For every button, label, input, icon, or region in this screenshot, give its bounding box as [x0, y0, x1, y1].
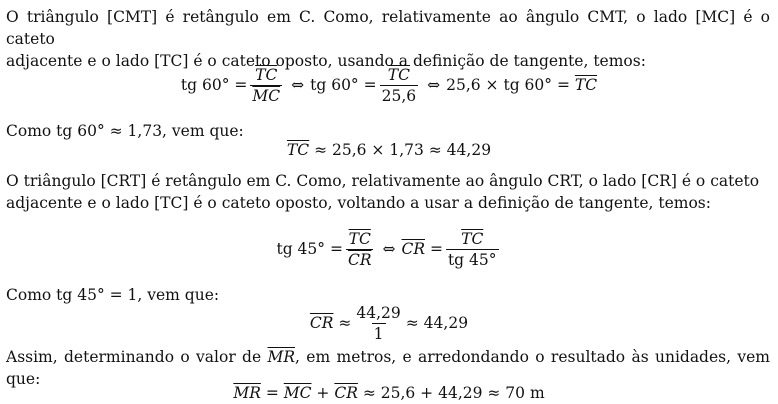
fraction-denominator: 1	[373, 324, 384, 343]
fraction-numerator: $\overline{TC}$	[255, 65, 278, 84]
variable-tc: $\overline{TC}$	[574, 76, 598, 94]
fraction-numerator: 44,29	[356, 303, 401, 322]
paragraph-text: Assim, determinando o valor de	[6, 348, 262, 366]
variable-mr: $\overline{MR}$	[267, 348, 296, 366]
fraction-numerator: $\overline{TC}$	[461, 229, 484, 248]
variable-cr: $\overline{CR}$	[309, 314, 334, 332]
equation-cr-value	[0, 300, 778, 346]
eq-text: 25,6 × tg 60° =	[446, 76, 570, 94]
fraction-numerator: $\overline{TC}$	[387, 65, 410, 84]
fraction-tc-tg45	[446, 230, 499, 269]
eq-text: +	[316, 384, 330, 402]
eq-text: ≈ 44,29	[405, 314, 469, 332]
paragraph-line: adjacente e o lado [TC] é o cateto oposto, usando a definição de tangente, temos:	[6, 52, 646, 70]
fraction-denominator: MC	[252, 86, 281, 105]
eq-text: =	[429, 240, 443, 258]
eq-text: tg 45° =	[276, 240, 343, 258]
iff-symbol: ⇔	[382, 240, 396, 258]
iff-symbol: ⇔	[291, 76, 305, 94]
iff-symbol: ⇔	[427, 76, 441, 94]
variable-cr: $\overline{CR}$	[334, 384, 358, 402]
paragraph-line: O triângulo [CMT] é retângulo em C. Como, relativamente ao ângulo CMT, o lado [MC] é o cateto	[6, 8, 770, 48]
variable-mc: $\overline{MC}$	[283, 384, 312, 402]
fraction-tc-25-6	[380, 66, 419, 105]
fraction-denominator: 25,6	[381, 86, 417, 105]
eq-text: tg 60° =	[310, 76, 377, 94]
fraction-denominator: CR	[347, 250, 372, 269]
equation-tangent-60	[0, 62, 778, 108]
variable-tc: $\overline{TC}$	[286, 141, 310, 159]
paragraph-tg45-value: Como tg 45° = 1, vem que:	[6, 286, 220, 304]
variable-cr: $\overline{CR}$	[401, 240, 426, 258]
paragraph-triangle-crt	[6, 170, 770, 214]
eq-text: ≈	[338, 314, 352, 332]
fraction-denominator: tg 45°	[447, 250, 497, 269]
variable-mr: $\overline{MR}$	[233, 384, 261, 402]
fraction-numerator: $\overline{TC}$	[348, 229, 371, 248]
fraction-tc-mc	[250, 66, 282, 105]
eq-text: ≈ 25,6 + 44,29 ≈ 70 m	[362, 384, 545, 402]
paragraph-text: , em metros, e arredondando o resultado às unidades, vem que:	[6, 348, 770, 388]
paragraph-tg60-value: Como tg 60° ≈ 1,73, vem que:	[6, 122, 244, 140]
fraction-44-29-over-1	[354, 304, 402, 343]
paragraph-line: O triângulo [CRT] é retângulo em C. Como, relativamente ao ângulo CRT, o lado [CR] é o cateto	[6, 172, 760, 190]
eq-text: tg 60° =	[180, 76, 248, 94]
equation-tc-value	[0, 139, 778, 161]
eq-text: =	[265, 384, 279, 402]
fraction-tc-cr	[346, 230, 374, 269]
equation-tangent-45	[0, 226, 778, 272]
eq-text: ≈ 25,6 × 1,73 ≈ 44,29	[314, 141, 492, 159]
paragraph-line: adjacente e o lado [TC] é o cateto oposto, voltando a usar a definição de tangente, temos:	[6, 194, 711, 212]
